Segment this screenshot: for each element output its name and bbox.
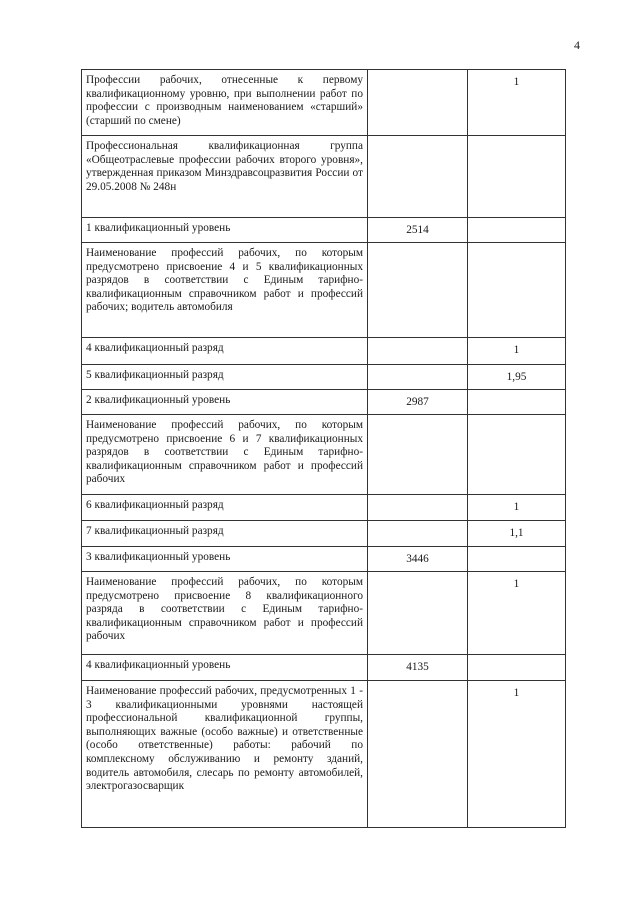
coefficient-cell <box>468 415 566 495</box>
profession-name-cell: 4 квалификационный уровень <box>82 655 368 681</box>
profession-name-cell: 4 квалификационный разряд <box>82 338 368 365</box>
salary-cell: 4135 <box>368 655 468 681</box>
table-row <box>82 390 566 415</box>
table-row <box>82 338 566 365</box>
profession-name-cell: 7 квалификационный разряд <box>82 521 368 547</box>
table-row <box>82 572 566 655</box>
coefficient-cell: 1,95 <box>468 365 566 390</box>
table-row <box>82 655 566 681</box>
salary-cell <box>368 572 468 655</box>
page-number: 4 <box>574 38 580 52</box>
profession-name-cell: Наименование профессий рабочих, по которым предусмотрено присвоение 8 квалификационного разряда в соответствии с Единым тарифно-квалификационным справочником работ и профессий рабочих <box>82 572 368 655</box>
profession-name-cell: 6 квалификационный разряд <box>82 495 368 521</box>
coefficient-cell <box>468 136 566 218</box>
table-row <box>82 70 566 136</box>
salary-cell <box>368 136 468 218</box>
salary-cell <box>368 415 468 495</box>
profession-name-cell: 2 квалификационный уровень <box>82 390 368 415</box>
profession-name-cell: 1 квалификационный уровень <box>82 218 368 243</box>
coefficient-cell <box>468 655 566 681</box>
profession-name-cell: 5 квалификационный разряд <box>82 365 368 390</box>
salary-cell <box>368 495 468 521</box>
profession-name-cell: Профессии рабочих, отнесенные к первому квалификационному уровню, при выполнении работ по профессии с производным наименованием «старший» (старший по смене) <box>82 70 368 136</box>
salary-cell <box>368 243 468 338</box>
table-body <box>82 70 566 828</box>
table-row <box>82 521 566 547</box>
table-row <box>82 495 566 521</box>
salary-cell: 2987 <box>368 390 468 415</box>
profession-name-cell: Наименование профессий рабочих, по которым предусмотрено присвоение 4 и 5 квалификационных разрядов в соответствии с Единым тарифно-квалификационным справочником работ и профессий рабочих; водитель автомобиля <box>82 243 368 338</box>
table-row <box>82 218 566 243</box>
table-row <box>82 415 566 495</box>
salary-cell <box>368 365 468 390</box>
coefficient-cell: 1 <box>468 495 566 521</box>
table-row <box>82 365 566 390</box>
coefficient-cell <box>468 218 566 243</box>
profession-name-cell: 3 квалификационный уровень <box>82 547 368 572</box>
salary-cell <box>368 521 468 547</box>
table-row <box>82 243 566 338</box>
coefficient-cell <box>468 243 566 338</box>
table-row <box>82 547 566 572</box>
profession-name-cell: Наименование профессий рабочих, по которым предусмотрено присвоение 6 и 7 квалификационных разрядов в соответствии с Единым тарифно-квалификационным справочником работ и профессий рабочих <box>82 415 368 495</box>
coefficient-cell <box>468 547 566 572</box>
table-row <box>82 136 566 218</box>
salary-cell <box>368 681 468 828</box>
coefficient-cell: 1 <box>468 70 566 136</box>
coefficient-cell: 1 <box>468 572 566 655</box>
profession-name-cell: Наименование профессий рабочих, предусмотренных 1 - 3 квалификационными уровнями настоящей профессиональной квалификационной группы, выполняющих важные (особо важные) и ответственные (особо ответственные) работы: рабочий по комплексному обслуживанию и ремонту зданий, водитель автомобиля, слесарь по ремонту автомобилей, электрогазосварщик <box>82 681 368 828</box>
coefficient-cell: 1 <box>468 681 566 828</box>
profession-name-cell: Профессиональная квалификационная группа «Общеотраслевые профессии рабочих второго уровня», утвержденная приказом Минздравсоцразвития России от 29.05.2008 № 248н <box>82 136 368 218</box>
salary-cell: 3446 <box>368 547 468 572</box>
coefficient-cell: 1,1 <box>468 521 566 547</box>
salary-cell <box>368 338 468 365</box>
qualification-table <box>81 69 566 828</box>
salary-cell <box>368 70 468 136</box>
coefficient-cell <box>468 390 566 415</box>
table-row <box>82 681 566 828</box>
coefficient-cell: 1 <box>468 338 566 365</box>
salary-cell: 2514 <box>368 218 468 243</box>
